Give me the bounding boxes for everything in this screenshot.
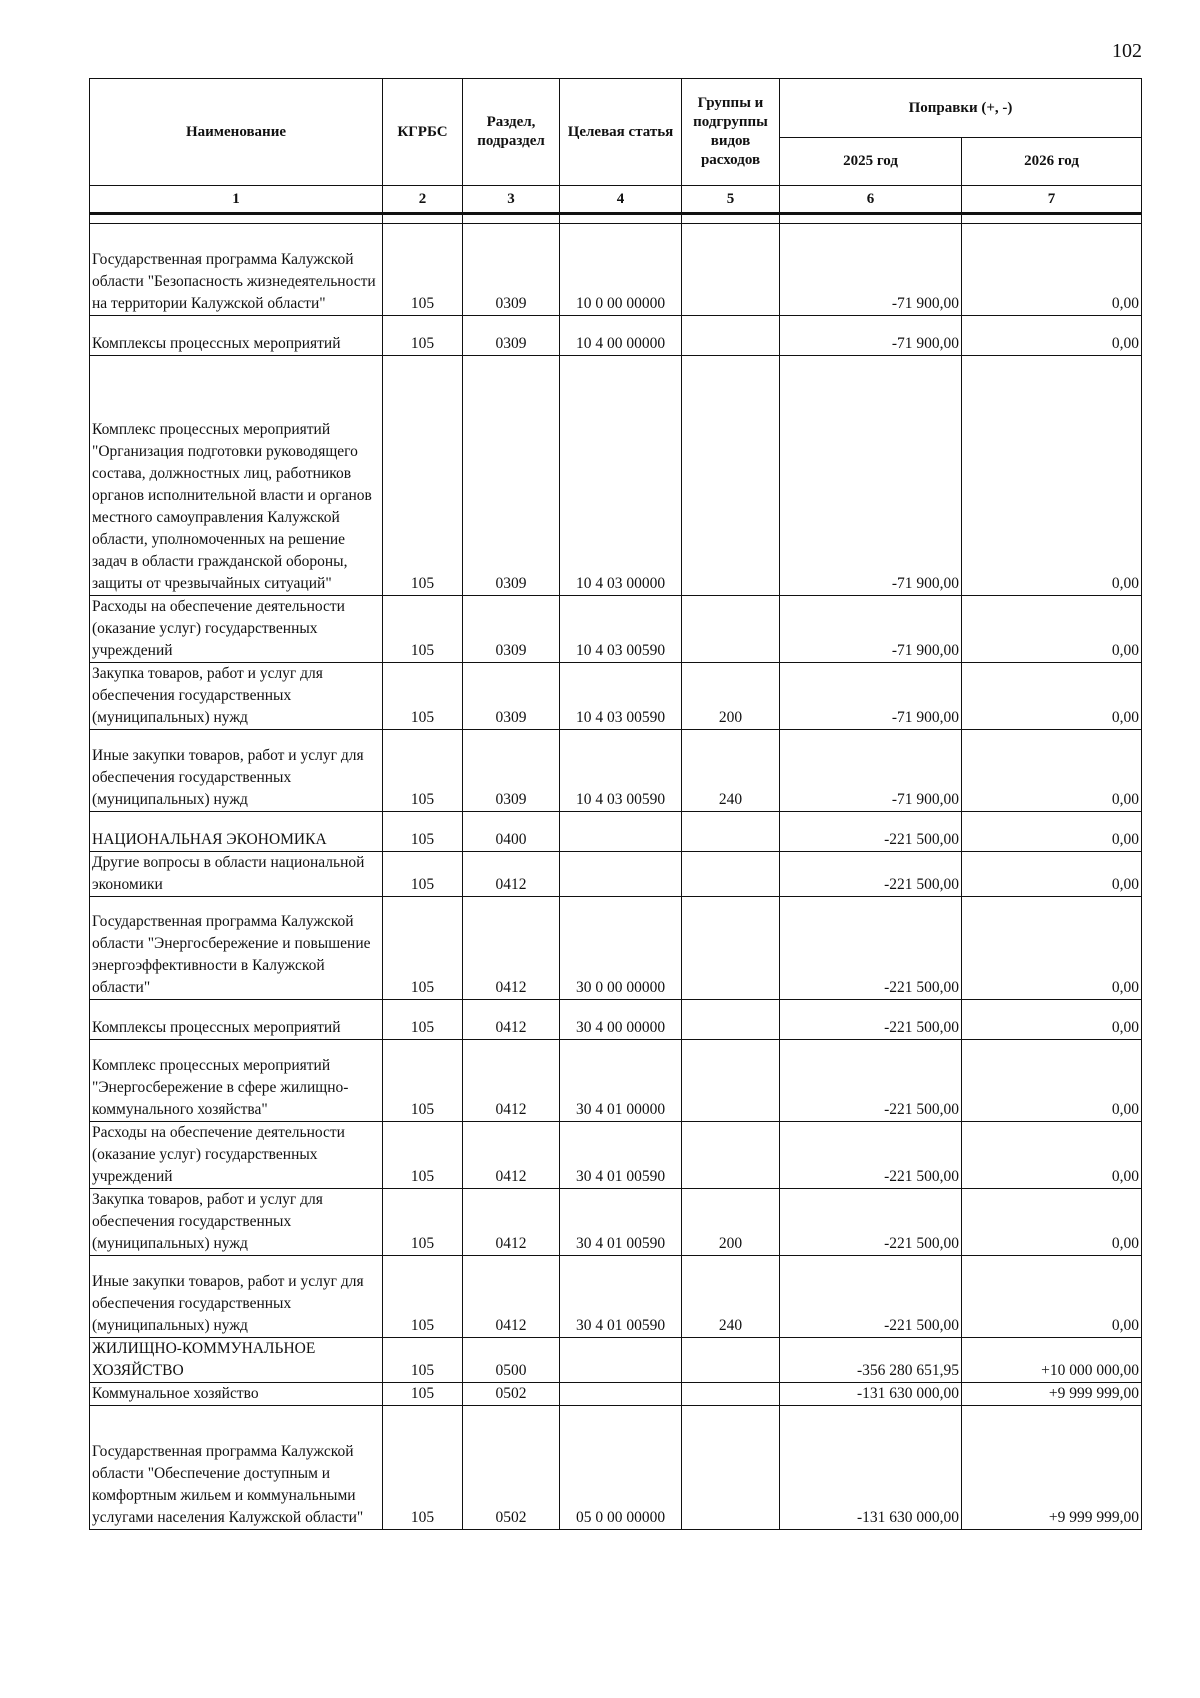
row-group xyxy=(682,812,780,852)
row-amount-2025: -71 900,00 xyxy=(780,730,962,812)
row-amount-2025: -221 500,00 xyxy=(780,1256,962,1338)
column-number: 5 xyxy=(682,186,780,214)
row-amount-2026: +9 999 999,00 xyxy=(962,1383,1142,1406)
table-row xyxy=(90,1338,1142,1383)
column-number: 2 xyxy=(383,186,463,214)
row-amount-2025: -131 630 000,00 xyxy=(780,1383,962,1406)
row-amount-2026: 0,00 xyxy=(962,1256,1142,1338)
table-row xyxy=(90,1189,1142,1256)
header-year-2025: 2025 год xyxy=(780,138,962,186)
header-amendments: Поправки (+, -) xyxy=(780,79,1142,138)
column-number: 7 xyxy=(962,186,1142,214)
row-section: 0412 xyxy=(463,1122,560,1189)
row-section: 0309 xyxy=(463,316,560,356)
table-row xyxy=(90,1122,1142,1189)
row-name: НАЦИОНАЛЬНАЯ ЭКОНОМИКА xyxy=(90,812,383,852)
row-section: 0500 xyxy=(463,1338,560,1383)
header-spacer xyxy=(90,214,1142,224)
row-group: 240 xyxy=(682,1256,780,1338)
row-group xyxy=(682,1406,780,1530)
row-kgrbs: 105 xyxy=(383,1189,463,1256)
row-section: 0502 xyxy=(463,1406,560,1530)
row-amount-2026: 0,00 xyxy=(962,812,1142,852)
row-group xyxy=(682,596,780,663)
row-target: 10 4 03 00000 xyxy=(560,356,682,596)
table-row xyxy=(90,1383,1142,1406)
row-amount-2025: -71 900,00 xyxy=(780,356,962,596)
row-target: 30 4 01 00000 xyxy=(560,1040,682,1122)
table-row xyxy=(90,812,1142,852)
row-section: 0309 xyxy=(463,663,560,730)
row-target: 30 4 01 00590 xyxy=(560,1256,682,1338)
row-amount-2025: -71 900,00 xyxy=(780,224,962,316)
row-amount-2026: +10 000 000,00 xyxy=(962,1338,1142,1383)
row-kgrbs: 105 xyxy=(383,1406,463,1530)
row-amount-2025: -221 500,00 xyxy=(780,812,962,852)
row-target: 30 4 01 00590 xyxy=(560,1189,682,1256)
row-group: 200 xyxy=(682,663,780,730)
row-name: Государственная программа Калужской области "Безопасность жизнедеятельности на территории Калужской области" xyxy=(90,224,383,316)
table-row xyxy=(90,356,1142,596)
row-amount-2025: -221 500,00 xyxy=(780,1189,962,1256)
header-target: Целевая статья xyxy=(560,79,682,186)
row-amount-2025: -221 500,00 xyxy=(780,852,962,897)
row-group xyxy=(682,852,780,897)
header-year-2026: 2026 год xyxy=(962,138,1142,186)
row-name: Расходы на обеспечение деятельности (оказание услуг) государственных учреждений xyxy=(90,596,383,663)
row-amount-2026: 0,00 xyxy=(962,663,1142,730)
row-name: ЖИЛИЩНО-КОММУНАЛЬНОЕ ХОЗЯЙСТВО xyxy=(90,1338,383,1383)
row-target: 30 4 00 00000 xyxy=(560,1000,682,1040)
row-kgrbs: 105 xyxy=(383,1338,463,1383)
table-row xyxy=(90,663,1142,730)
row-target xyxy=(560,852,682,897)
row-name: Государственная программа Калужской области "Обеспечение доступным и комфортным жильем и коммунальными услугами населения Калужской области" xyxy=(90,1406,383,1530)
row-amount-2026: 0,00 xyxy=(962,596,1142,663)
row-amount-2025: -71 900,00 xyxy=(780,596,962,663)
row-amount-2026: 0,00 xyxy=(962,1040,1142,1122)
row-target: 10 4 03 00590 xyxy=(560,596,682,663)
row-kgrbs: 105 xyxy=(383,1040,463,1122)
header-name: Наименование xyxy=(90,79,383,186)
row-section: 0412 xyxy=(463,852,560,897)
row-section: 0412 xyxy=(463,897,560,1000)
table-row xyxy=(90,1000,1142,1040)
row-amount-2025: -71 900,00 xyxy=(780,663,962,730)
row-group xyxy=(682,224,780,316)
row-kgrbs: 105 xyxy=(383,1256,463,1338)
row-name: Комплексы процессных мероприятий xyxy=(90,1000,383,1040)
row-target: 30 0 00 00000 xyxy=(560,897,682,1000)
budget-amendments-table xyxy=(89,78,1142,1530)
column-number: 6 xyxy=(780,186,962,214)
row-group xyxy=(682,1040,780,1122)
row-section: 0412 xyxy=(463,1189,560,1256)
column-number: 3 xyxy=(463,186,560,214)
table-row xyxy=(90,1256,1142,1338)
row-name: Комплекс процессных мероприятий "Организация подготовки руководящего состава, должностных лиц, работников органов исполнительной власти и органов местного самоуправления Калужской области, уполномоченных на решение задач в области гражданской обороны, защиты от чрезвычайных ситуаций" xyxy=(90,356,383,596)
row-group xyxy=(682,1122,780,1189)
table-row xyxy=(90,1406,1142,1530)
row-group xyxy=(682,316,780,356)
row-kgrbs: 105 xyxy=(383,812,463,852)
row-amount-2026: 0,00 xyxy=(962,224,1142,316)
row-name: Комплексы процессных мероприятий xyxy=(90,316,383,356)
row-amount-2025: -71 900,00 xyxy=(780,316,962,356)
header-groups: Группы и подгруппы видов расходов xyxy=(682,79,780,186)
row-kgrbs: 105 xyxy=(383,316,463,356)
row-amount-2025: -356 280 651,95 xyxy=(780,1338,962,1383)
row-kgrbs: 105 xyxy=(383,1000,463,1040)
table-row xyxy=(90,897,1142,1000)
table-row xyxy=(90,730,1142,812)
row-amount-2025: -221 500,00 xyxy=(780,897,962,1000)
row-section: 0400 xyxy=(463,812,560,852)
row-name: Коммунальное хозяйство xyxy=(90,1383,383,1406)
row-amount-2025: -221 500,00 xyxy=(780,1000,962,1040)
row-target: 30 4 01 00590 xyxy=(560,1122,682,1189)
row-kgrbs: 105 xyxy=(383,224,463,316)
page-number: 102 xyxy=(1112,40,1142,62)
row-kgrbs: 105 xyxy=(383,852,463,897)
row-section: 0309 xyxy=(463,224,560,316)
row-amount-2026: +9 999 999,00 xyxy=(962,1406,1142,1530)
row-amount-2026: 0,00 xyxy=(962,316,1142,356)
row-group xyxy=(682,897,780,1000)
table-row xyxy=(90,224,1142,316)
row-kgrbs: 105 xyxy=(383,897,463,1000)
row-kgrbs: 105 xyxy=(383,663,463,730)
row-amount-2026: 0,00 xyxy=(962,1122,1142,1189)
row-amount-2025: -221 500,00 xyxy=(780,1040,962,1122)
table-row xyxy=(90,596,1142,663)
row-target xyxy=(560,1338,682,1383)
row-target: 10 4 03 00590 xyxy=(560,730,682,812)
row-kgrbs: 105 xyxy=(383,356,463,596)
row-name: Иные закупки товаров, работ и услуг для обеспечения государственных (муниципальных) нужд xyxy=(90,1256,383,1338)
row-section: 0412 xyxy=(463,1040,560,1122)
table-row xyxy=(90,316,1142,356)
row-group xyxy=(682,1000,780,1040)
row-section: 0309 xyxy=(463,730,560,812)
row-section: 0502 xyxy=(463,1383,560,1406)
row-group xyxy=(682,1338,780,1383)
row-amount-2026: 0,00 xyxy=(962,356,1142,596)
row-target xyxy=(560,1383,682,1406)
row-group: 240 xyxy=(682,730,780,812)
row-section: 0309 xyxy=(463,596,560,663)
row-kgrbs: 105 xyxy=(383,730,463,812)
row-name: Государственная программа Калужской области "Энергосбережение и повышение энергоэффективности в Калужской области" xyxy=(90,897,383,1000)
row-section: 0309 xyxy=(463,356,560,596)
header-kgrbs: КГРБС xyxy=(383,79,463,186)
row-name: Расходы на обеспечение деятельности (оказание услуг) государственных учреждений xyxy=(90,1122,383,1189)
row-name: Закупка товаров, работ и услуг для обеспечения государственных (муниципальных) нужд xyxy=(90,663,383,730)
row-target: 10 0 00 00000 xyxy=(560,224,682,316)
row-group: 200 xyxy=(682,1189,780,1256)
row-target: 10 4 00 00000 xyxy=(560,316,682,356)
row-kgrbs: 105 xyxy=(383,1122,463,1189)
row-kgrbs: 105 xyxy=(383,1383,463,1406)
row-name: Комплекс процессных мероприятий "Энергосбережение в сфере жилищно-коммунального хозяйства" xyxy=(90,1040,383,1122)
row-group xyxy=(682,1383,780,1406)
row-amount-2026: 0,00 xyxy=(962,897,1142,1000)
table-body xyxy=(90,224,1142,1530)
row-amount-2026: 0,00 xyxy=(962,852,1142,897)
table-row xyxy=(90,852,1142,897)
row-amount-2025: -221 500,00 xyxy=(780,1122,962,1189)
row-name: Иные закупки товаров, работ и услуг для обеспечения государственных (муниципальных) нужд xyxy=(90,730,383,812)
table-row xyxy=(90,1040,1142,1122)
row-section: 0412 xyxy=(463,1256,560,1338)
row-target: 05 0 00 00000 xyxy=(560,1406,682,1530)
row-amount-2026: 0,00 xyxy=(962,1189,1142,1256)
header-section: Раздел, подраздел xyxy=(463,79,560,186)
column-number: 4 xyxy=(560,186,682,214)
row-name: Другие вопросы в области национальной экономики xyxy=(90,852,383,897)
row-kgrbs: 105 xyxy=(383,596,463,663)
row-target: 10 4 03 00590 xyxy=(560,663,682,730)
row-target xyxy=(560,812,682,852)
row-amount-2025: -131 630 000,00 xyxy=(780,1406,962,1530)
row-section: 0412 xyxy=(463,1000,560,1040)
column-number: 1 xyxy=(90,186,383,214)
row-group xyxy=(682,356,780,596)
row-amount-2026: 0,00 xyxy=(962,1000,1142,1040)
row-name: Закупка товаров, работ и услуг для обеспечения государственных (муниципальных) нужд xyxy=(90,1189,383,1256)
row-amount-2026: 0,00 xyxy=(962,730,1142,812)
